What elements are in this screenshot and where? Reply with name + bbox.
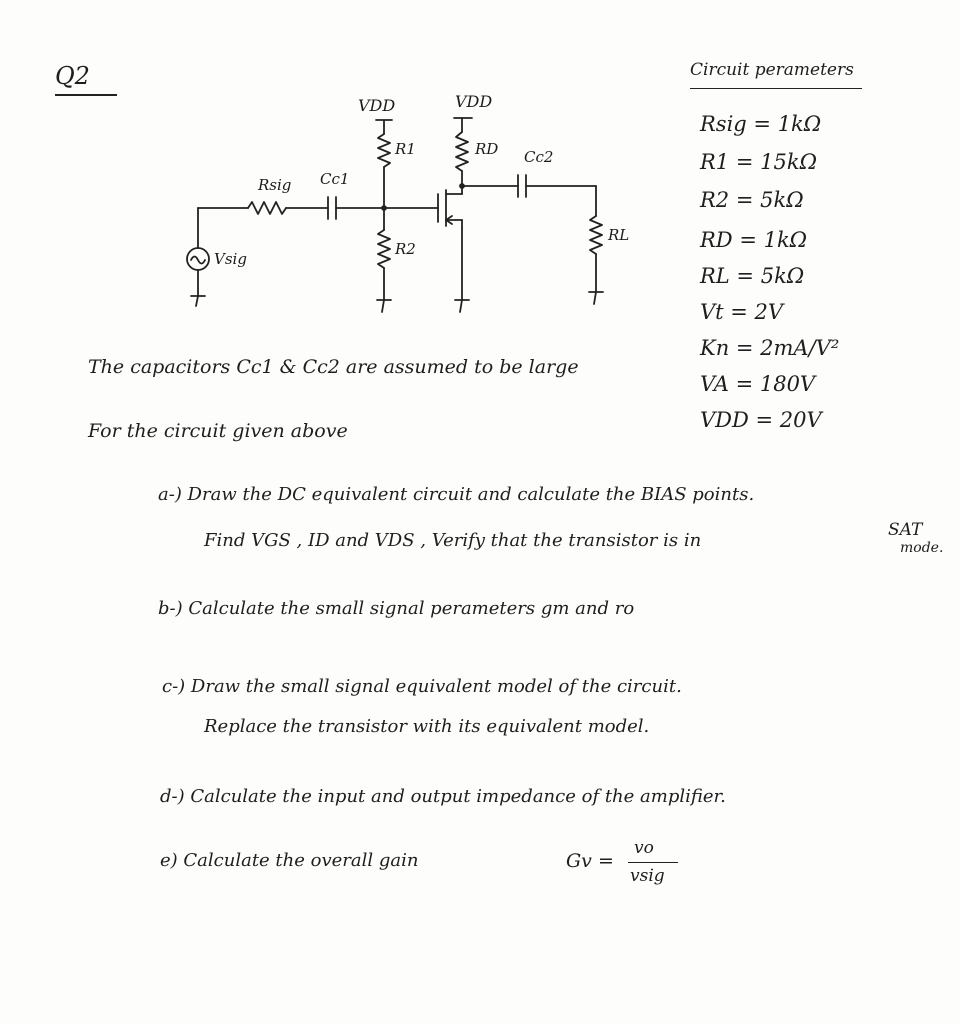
label-vdd-left: VDD xyxy=(358,96,396,115)
rl-resistor-icon xyxy=(590,216,602,254)
note-capacitors: The capacitors Cc1 & Cc2 are assumed to be large xyxy=(88,356,579,378)
question-b: b-) Calculate the small signal perameters gm and ro xyxy=(158,598,635,619)
param-rd: RD = 1kΩ xyxy=(700,228,808,252)
question-a-line2: Find VGS , ID and VDS , Verify that the transistor is in xyxy=(204,530,702,551)
r2-resistor-icon xyxy=(378,230,390,268)
ground-source-icon xyxy=(455,300,469,312)
mosfet-transistor-icon xyxy=(438,186,462,228)
label-vsig: Vsig xyxy=(214,250,247,268)
drain-junction-dot xyxy=(460,184,464,188)
gain-numerator: vo xyxy=(634,838,654,858)
label-rl: RL xyxy=(608,226,630,244)
label-vdd-right: VDD xyxy=(455,92,493,111)
param-vt: Vt = 2V xyxy=(700,300,784,324)
param-vdd: VDD = 20V xyxy=(700,408,822,432)
ground-r2-icon xyxy=(377,300,391,312)
label-rsig: Rsig xyxy=(258,176,292,194)
question-title: Q2 xyxy=(55,62,90,90)
label-rd: RD xyxy=(475,140,499,158)
question-e: e) Calculate the overall gain xyxy=(160,850,419,871)
gate-junction-dot xyxy=(382,206,386,210)
label-cc2: Cc2 xyxy=(524,148,554,166)
cc2-capacitor-icon xyxy=(518,175,526,197)
param-r2: R2 = 5kΩ xyxy=(700,188,804,212)
question-a-line1: a-) Draw the DC equivalent circuit and calculate the BIAS points. xyxy=(158,484,755,505)
question-d: d-) Calculate the input and output impedance of the amplifier. xyxy=(160,786,726,807)
rsig-resistor-icon xyxy=(248,202,286,214)
param-va: VA = 180V xyxy=(700,372,816,396)
param-r1: R1 = 15kΩ xyxy=(700,150,817,174)
question-a-mode: mode. xyxy=(900,540,944,556)
cc1-capacitor-icon xyxy=(328,197,336,219)
param-rsig: Rsig = 1kΩ xyxy=(700,112,822,136)
param-rl: RL = 5kΩ xyxy=(700,264,805,288)
question-a-sat: SAT xyxy=(888,520,923,540)
gain-lhs: Gv = xyxy=(566,850,614,872)
parameters-heading: Circuit perameters xyxy=(690,60,854,80)
vsig-source-icon xyxy=(187,248,209,270)
gain-denominator: vsig xyxy=(630,866,665,886)
note-for-circuit: For the circuit given above xyxy=(88,420,348,442)
label-r2: R2 xyxy=(395,240,416,258)
label-r1: R1 xyxy=(395,140,416,158)
question-c-line1: c-) Draw the small signal equivalent model of the circuit. xyxy=(162,676,682,697)
label-cc1: Cc1 xyxy=(320,170,350,188)
ground-rl-icon xyxy=(589,292,603,304)
param-kn: Kn = 2mA/V² xyxy=(700,336,840,360)
question-c-line2: Replace the transistor with its equivalent model. xyxy=(204,716,650,737)
rd-resistor-icon xyxy=(456,132,468,171)
gain-fraction-bar xyxy=(628,862,678,863)
r1-resistor-icon xyxy=(378,134,390,167)
ground-vsig-icon xyxy=(191,296,205,306)
